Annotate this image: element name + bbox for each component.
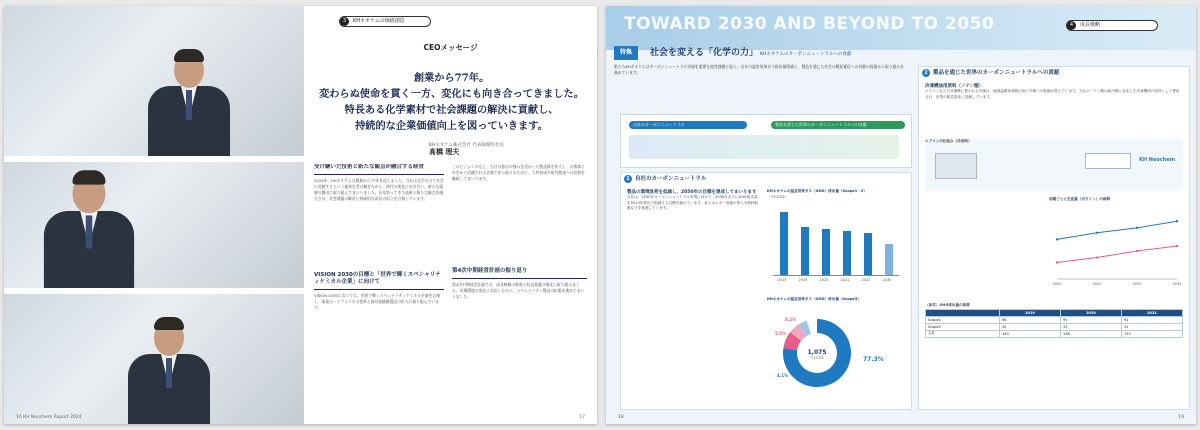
production-chart	[1049, 197, 1183, 293]
scope3-chart	[767, 297, 905, 405]
ghg-table	[925, 309, 1183, 338]
outdoor-unit-icon	[935, 153, 977, 179]
headline-line: 創業から77年。	[413, 72, 490, 84]
page-number-right: 17	[579, 415, 585, 420]
section-header-tag	[1066, 20, 1158, 31]
x-tick-label: 2021	[840, 278, 850, 282]
panel-title: 2 製品を通じた世界のカーボンニュートラルへの貢献	[919, 67, 1189, 79]
section-label: CEOメッセージ	[423, 43, 478, 52]
data-point	[1136, 250, 1138, 252]
ghg-table-block	[925, 303, 1183, 338]
line-chart	[1049, 207, 1183, 291]
headline-line: 持続的な企業価値向上を図っていきます。	[355, 120, 548, 132]
left-spread	[4, 6, 597, 424]
feature-header	[614, 46, 1189, 60]
section-number: 4	[1067, 21, 1076, 30]
pie-chart	[767, 307, 905, 403]
headline-line: 変わらぬ使命を貫く一方、変化にも向き合ってきました。	[319, 88, 584, 100]
chart-title: 同期ごとに生産量（百万トン）の推移	[1049, 197, 1111, 201]
page-number-right: 19	[1178, 415, 1184, 420]
flow-diagram	[620, 114, 912, 168]
panel-title: 1 自社のカーボンニュートラル	[621, 173, 911, 185]
section-number: 3	[340, 17, 349, 26]
table-row: Scope2 45 43 41	[926, 323, 1183, 330]
bar	[885, 244, 893, 275]
panel-global-contribution	[918, 66, 1190, 410]
pie-data-label: 4.1%	[777, 373, 789, 378]
brand-logo: KH Neochem	[1139, 157, 1175, 163]
bar	[780, 212, 788, 275]
section-name: KHネオケムの価値創造	[353, 18, 405, 24]
table-row: Scope1 98 95 92	[926, 316, 1183, 323]
data-point	[1096, 256, 1098, 258]
flow-box: 自社のカーボンニュートラル	[629, 121, 747, 129]
pie-total: 1,075	[807, 349, 827, 356]
panel-number: 2	[922, 69, 930, 77]
text-column-1	[314, 164, 444, 414]
bar	[864, 233, 872, 275]
text-column-2	[452, 164, 587, 414]
bar	[822, 229, 830, 275]
pie-data-label: 8.2%	[785, 317, 797, 322]
pie-data-label: 5.5%	[775, 331, 787, 336]
headline	[309, 70, 594, 134]
banner	[606, 6, 1196, 50]
ceo-photo-2	[4, 162, 304, 288]
data-point	[1056, 261, 1058, 263]
x-tick-label: 2030	[882, 278, 892, 282]
column-body: 第4次中期経営計画では、成長戦略の推進と収益基盤の強化に取り組みました。市場環境の変化に対応しながら、スペシャリティ製品の拡販を進めてまいりました。	[452, 282, 585, 299]
panel-subtitle: 冷凍機油用原料（ノナン酸）	[925, 84, 984, 89]
flow-arrow-band	[629, 135, 899, 159]
feature-tag: 特集	[614, 46, 638, 60]
column-heading: VISION 2030の目標と「世界で輝くスペシャリティケミカル企業」に向けて	[314, 272, 441, 285]
column-body: VISION 2030においては、世界で輝くスペシャリティケミカル企業を目指し、事業ポートフォリオの変革と高付加価値製品の拡大に取り組んでいます。	[314, 293, 441, 310]
column-heading: 受け継いだ技術と新たな観点が融合する経営	[314, 164, 425, 170]
diagram-label: エアコンの仕組み（冷房時）	[925, 139, 972, 143]
x-tick-label: 2030	[1132, 282, 1142, 286]
ceo-photo-1	[4, 6, 304, 156]
section-name: 成長戦略	[1080, 22, 1101, 28]
table-title: 〈参考〉GHG排出量の推移	[925, 303, 970, 307]
lead-text: 私たちKHネオケムはカーボンニュートラル実現を重要な経営課題と捉え、自社の温室効果ガス排出量削減と、製品を通じた社会の脱炭素化への貢献の両面から取り組みを進めています。	[614, 64, 904, 75]
panel-body	[925, 83, 1183, 100]
page-number-left: 16 KH Neochem Report 2024	[16, 415, 82, 420]
column-body: このビジョンのもと、当社は独自の強みを活かした製品群を拡大し、お客様と社会から信頼される企業であり続けるために、人材育成や研究開発への投資を継続してまいります。	[452, 164, 585, 181]
panel-own-carbon-neutral	[620, 172, 912, 410]
feature-title: 社会を変える「化学の力」	[650, 48, 759, 58]
data-point	[1096, 232, 1098, 234]
x-tick-label: 2013	[777, 278, 787, 282]
feature-subtitle: KHネオケムのカーボンニュートラルへの貢献	[760, 52, 852, 57]
bar-plot-area	[773, 209, 899, 282]
x-tick-label: 2020	[1052, 282, 1062, 286]
section-header-tag	[339, 16, 431, 27]
chart-title: KHネオケムの温室効果ガス（GHG）排出量（Scope1・2）	[767, 189, 867, 193]
indoor-unit-icon	[1085, 153, 1131, 169]
scope12-chart	[767, 189, 905, 289]
signature-name: 髙橋 理夫	[429, 148, 460, 156]
pie-total-unit: 千t-CO2	[810, 356, 824, 360]
data-point	[1176, 220, 1178, 222]
ceo-figure	[144, 46, 234, 156]
bar	[843, 231, 851, 275]
column-body: 2024年、KHネオケムは創業から77年を迎えました。当社は化学の力で社会に貢献するという使命を受け継ぎながら、時代の変化に向き合い、新たな価値の創出に取り組んでまいりました。長年培ってきた技術と新たな観点を融合させ、社会課題の解決と持続的な成長の両立を目指しています。	[314, 178, 444, 201]
panel-text: エアコンなどの冷凍機に使われる冷媒は、地球温暖化係数の低い冷媒への転換が進んでいます。当社のノナン酸は新冷媒に対応した冷凍機油の原料として使用され、世界の脱炭素化に貢献しています。	[925, 89, 1180, 99]
signature-title: KHネオケム株式会社 代表取締役社長	[429, 143, 504, 148]
aircon-diagram	[925, 139, 1183, 191]
right-spread	[606, 6, 1196, 424]
table-header-row: 2019 2020 2021	[926, 309, 1183, 316]
ceo-photo-3	[4, 294, 304, 424]
ceo-figure	[124, 314, 214, 424]
flow-box: 製品を通じた世界のカーボンニュートラルへの貢献	[771, 121, 905, 129]
page-number-left: 18	[618, 415, 624, 420]
data-point	[1056, 238, 1058, 240]
chart-unit: （千t-CO2）	[767, 194, 789, 199]
table-row: 合計 143 138 133	[926, 330, 1183, 337]
x-tick-label: 2035	[1172, 282, 1182, 286]
series-line	[1057, 246, 1177, 263]
bar	[801, 227, 809, 275]
column-heading: 第4次中期経営計画の振り返り	[452, 268, 528, 274]
ceo-figure	[40, 167, 139, 288]
panel-body	[627, 189, 761, 212]
panel-subtitle: 製品の環境負荷を低減し、2050年の目標を達成してまいります	[627, 190, 757, 195]
data-point	[1136, 227, 1138, 229]
pie-data-label: 77.3%	[863, 356, 884, 363]
x-tick-label: 2020	[819, 278, 829, 282]
panel-text: 当社は、2050年カーボンニュートラル実現に向けて、2030年までにGHG排出量を2013年度比で削減する目標を掲げています。省エネルギー設備の導入や燃料転換などを推進しています。	[627, 195, 759, 210]
chart-title: KHネオケムの温室効果ガス（GHG）排出量（Scope3）	[767, 297, 861, 301]
banner-title: TOWARD 2030 AND BEYOND TO 2050	[624, 14, 995, 34]
data-point	[1176, 245, 1178, 247]
panel-number: 1	[624, 175, 632, 183]
series-line	[1057, 221, 1177, 239]
headline-line: 特長ある化学素材で社会課題の解決に貢献し、	[344, 104, 559, 116]
x-tick-label: 2022	[861, 278, 871, 282]
x-tick-label: 2025	[1092, 282, 1102, 286]
x-tick-label: 2019	[798, 278, 808, 282]
